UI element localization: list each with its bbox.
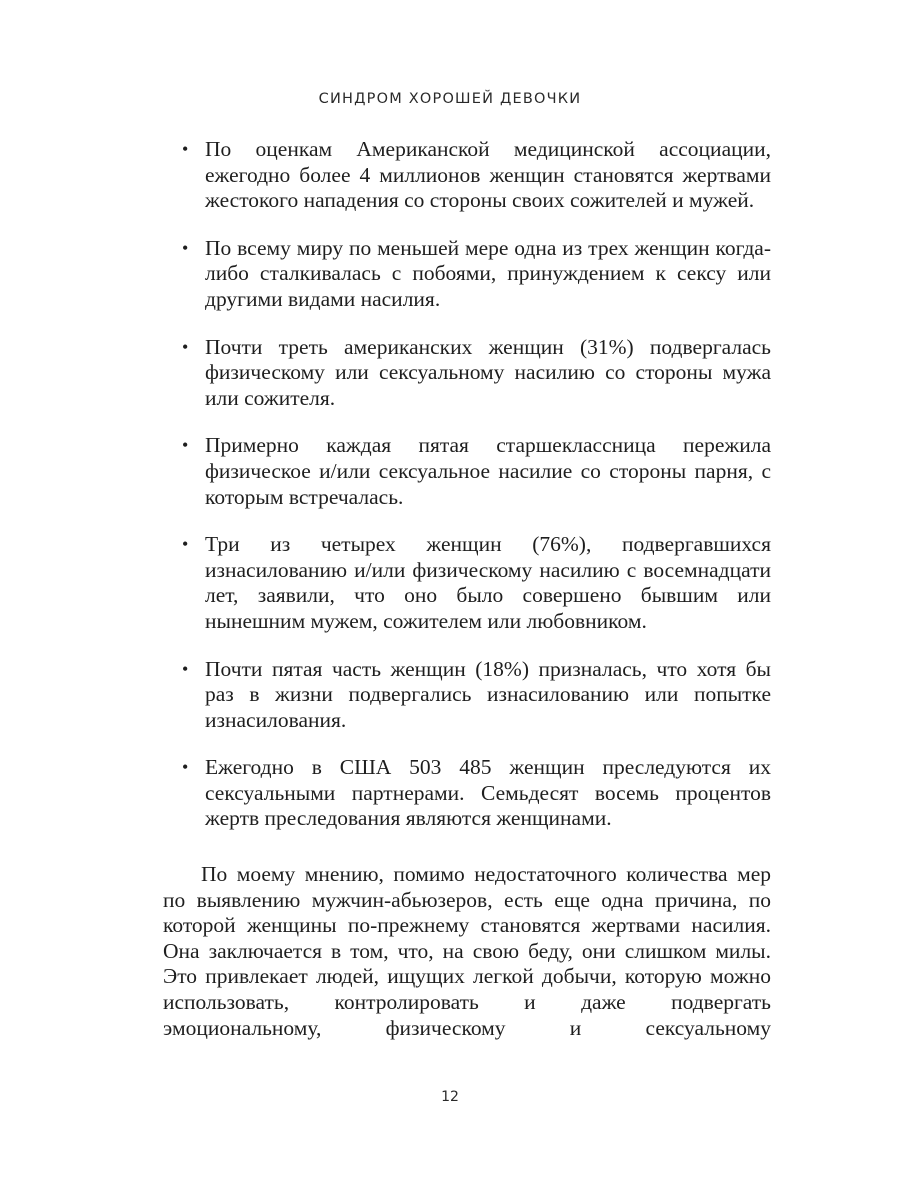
bullet-icon: • bbox=[182, 534, 189, 555]
page-number: 12 bbox=[441, 1089, 459, 1105]
bullet-icon: • bbox=[182, 336, 189, 357]
list-item-text: Ежегодно в США 503 485 женщин преследуются их сексуальными партнерами. Семьдесят восемь процентов жертв преследования являются женщинами. bbox=[205, 755, 771, 831]
bullet-icon: • bbox=[182, 658, 189, 679]
bullet-icon: • bbox=[182, 435, 189, 456]
list-item bbox=[163, 433, 771, 510]
list-item bbox=[163, 755, 771, 832]
running-head-title: СИНДРОМ ХОРОШЕЙ ДЕВОЧКИ bbox=[318, 91, 582, 107]
list-item bbox=[163, 532, 771, 634]
list-item-text: Примерно каждая пятая старшеклассница пережила физическое и/или сексуальное насилие со стороны парня, с которым встречалась. bbox=[205, 433, 771, 509]
list-item-text: Три из четырех женщин (76%), подвергавшихся изнасилованию и/или физическому насилию с восемнадцати лет, заявили, что оно было совершено бывшим или нынешним мужем, сожителем или любовником. bbox=[205, 532, 771, 633]
body-paragraph: По моему мнению, помимо недостаточного количества мер по выявлению мужчин-абьюзеров, есть еще одна причина, по которой женщины по-прежнему становятся жертвами насилия. Она заключается в том, что, на свою беду, они слишком милы. Это привлекает людей, ищущих легкой добычи, которую можно использовать, контролировать и даже подвергать эмоциональному, физическому и сексуальному bbox=[163, 862, 771, 1040]
page-body bbox=[163, 137, 771, 1041]
list-item-text: Почти треть американских женщин (31%) подвергалась физическому или сексуальному насилию со стороны мужа или сожителя. bbox=[205, 334, 771, 410]
list-item bbox=[163, 657, 771, 734]
list-item-text: Почти пятая часть женщин (18%) призналась, что хотя бы раз в жизни подвергались изнасилованию или попытке изнасилования. bbox=[205, 656, 771, 732]
list-item bbox=[163, 335, 771, 412]
list-item bbox=[163, 137, 771, 214]
bullet-icon: • bbox=[182, 237, 189, 258]
bullet-icon: • bbox=[182, 757, 189, 778]
statistics-list bbox=[163, 137, 771, 832]
list-item-text: По всему миру по меньшей мере одна из трех женщин когда-либо сталкивалась с побоями, принуждением к сексу или другими видами насилия. bbox=[205, 235, 771, 311]
list-item bbox=[163, 236, 771, 313]
list-item-text: По оценкам Американской медицинской ассоциации, ежегодно более 4 миллионов женщин становятся жертвами жестокого нападения со стороны своих сожителей и мужей. bbox=[205, 137, 771, 213]
bullet-icon: • bbox=[182, 139, 189, 159]
